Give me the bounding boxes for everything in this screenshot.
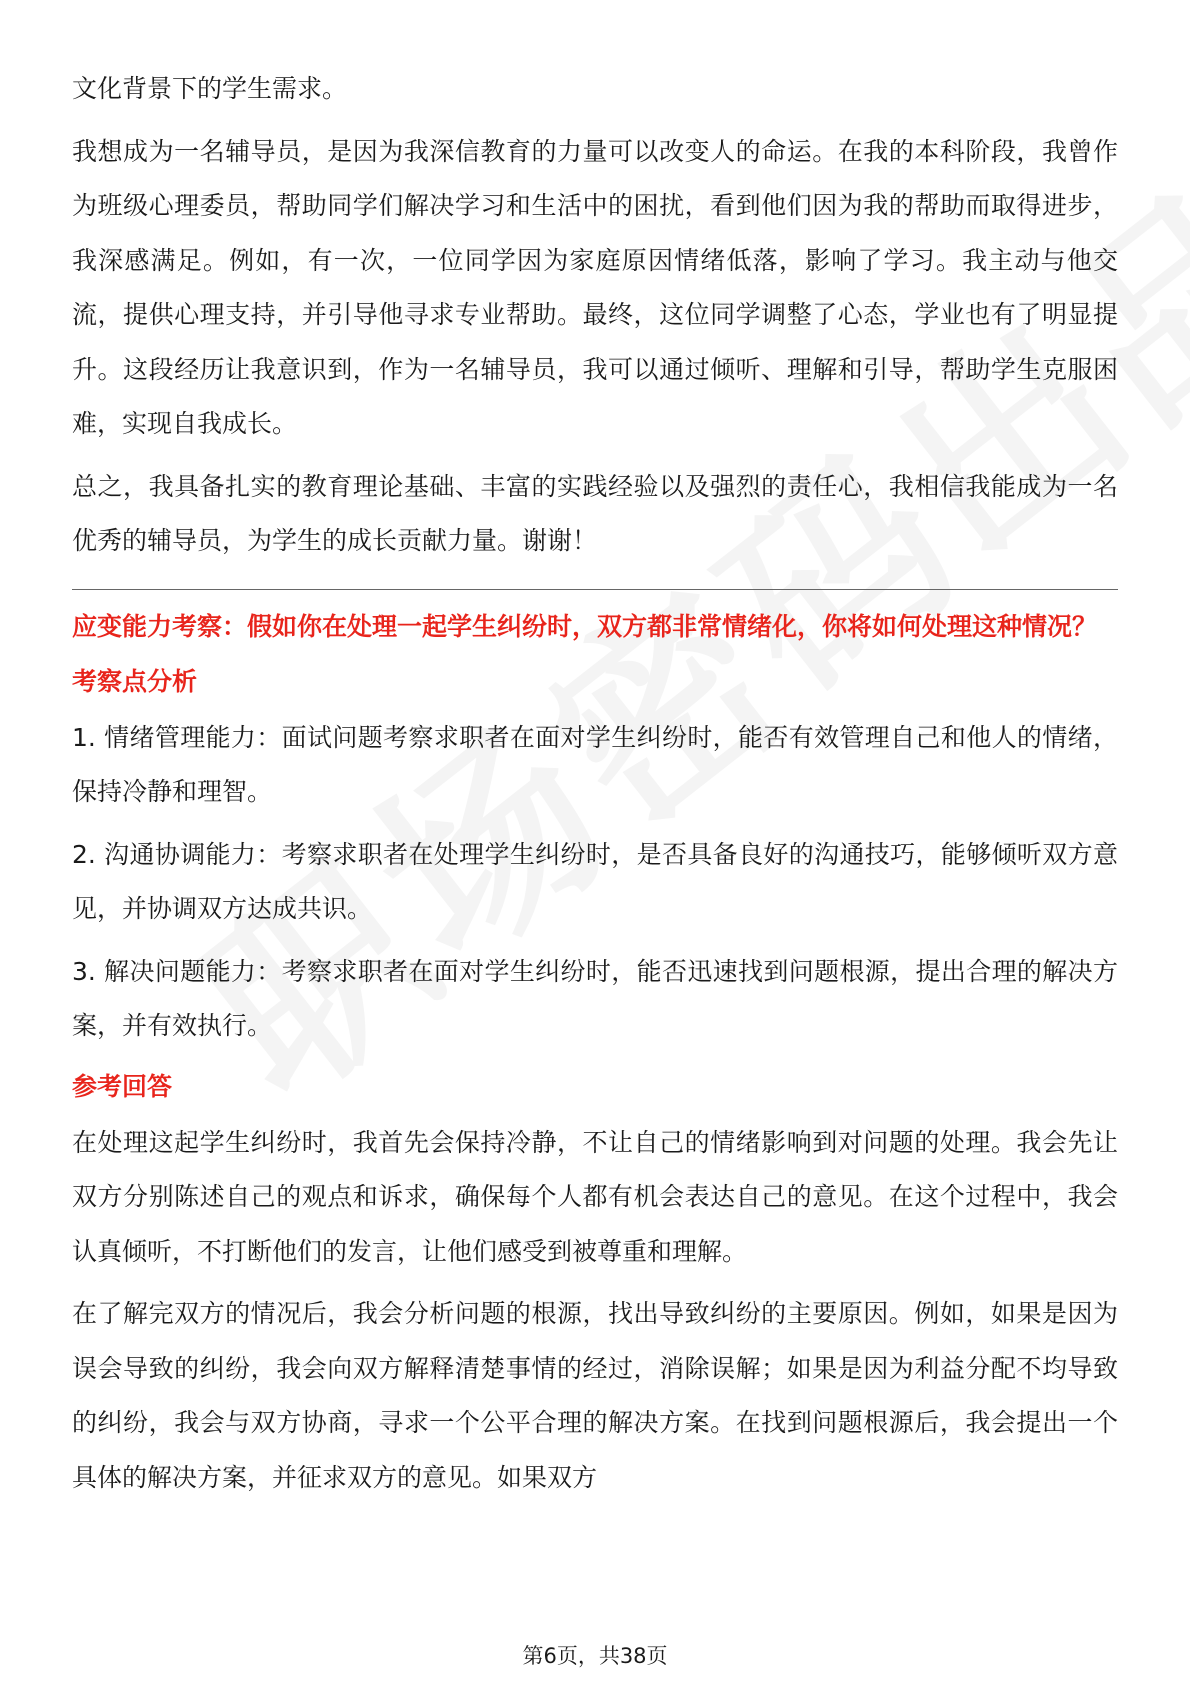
analysis-item-2: 2. 沟通协调能力：考察求职者在处理学生纠纷时，是否具备良好的沟通技巧，能够倾听双方意见，并协调双方达成共识。 <box>72 839 1118 923</box>
analysis-heading: 考察点分析 <box>72 666 198 696</box>
intro-paragraph-2: 我想成为一名辅导员，是因为我深信教育的力量可以改变人的命运。在我的本科阶段，我曾作为班级心理委员，帮助同学们解决学习和生活中的困扰，看到他们因为我的帮助而取得进步，我深感满足。例如，有一次，一位同学因为家庭原因情绪低落，影响了学习。我主动与他交流，提供心理支持，并引导他寻求专业帮助。最终，这位同学调整了心态，学业也有了明显提升。这段经历让我意识到，作为一名辅导员，我可以通过倾听、理解和引导，帮助学生克服困难，实现自我成长。 <box>72 136 1118 438</box>
question-heading: 应变能力考察：假如你在处理一起学生纠纷时，双方都非常情绪化，你将如何处理这种情况？ <box>72 611 1098 641</box>
answer-paragraph-2: 在了解完双方的情况后，我会分析问题的根源，找出导致纠纷的主要原因。例如，如果是因为误会导致的纠纷，我会向双方解释清楚事情的经过，消除误解；如果是因为利益分配不均导致的纠纷，我会与双方协商，寻求一个公平合理的解决方案。在找到问题根源后，我会提出一个具体的解决方案，并征求双方的意见。如果双方 <box>72 1299 1118 1492</box>
page-number: 第6页，共38页 <box>522 1644 668 1668</box>
analysis-item-1: 1. 情绪管理能力：面试问题考察求职者在面对学生纠纷时，能否有效管理自己和他人的情绪，保持冷静和理智。 <box>72 722 1118 806</box>
answer-paragraph-1: 在处理这起学生纠纷时，我首先会保持冷静，不让自己的情绪影响到对问题的处理。我会先让双方分别陈述自己的观点和诉求，确保每个人都有机会表达自己的意见。在这个过程中，我会认真倾听，不打断他们的发言，让他们感受到被尊重和理解。 <box>72 1127 1118 1266</box>
answer-heading: 参考回答 <box>72 1071 173 1101</box>
analysis-item-3: 3. 解决问题能力：考察求职者在面对学生纠纷时，能否迅速找到问题根源，提出合理的解决方案，并有效执行。 <box>72 956 1118 1040</box>
intro-paragraph-1: 文化背景下的学生需求。 <box>72 74 348 103</box>
intro-paragraph-3: 总之，我具备扎实的教育理论基础、丰富的实践经验以及强烈的责任心，我相信我能成为一名优秀的辅导员，为学生的成长贡献力量。谢谢！ <box>72 471 1118 555</box>
document-body <box>72 62 1118 1513</box>
section-divider <box>72 589 1118 590</box>
